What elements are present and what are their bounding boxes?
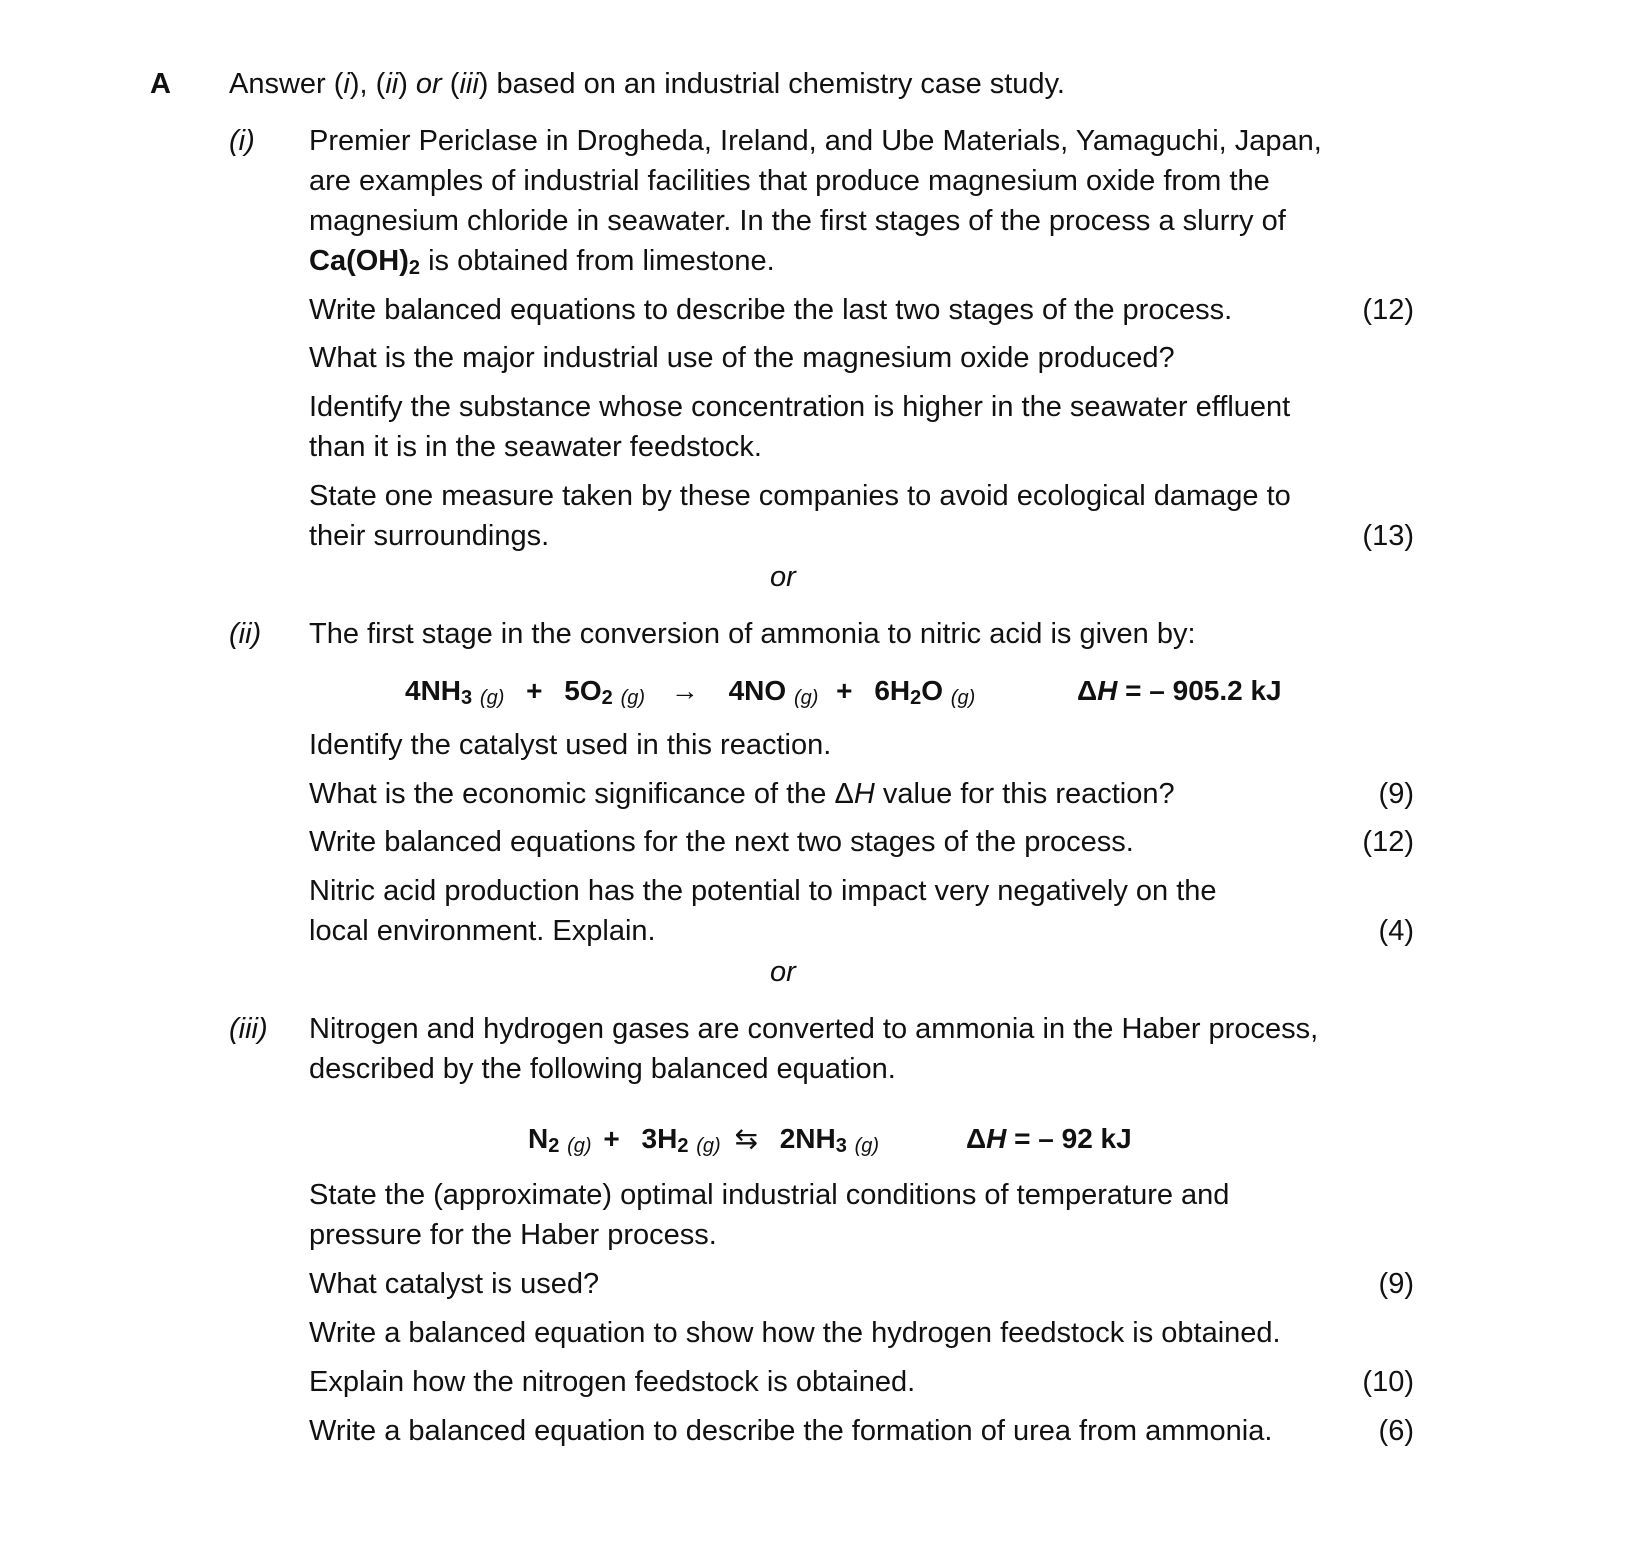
part-iii-intro: described by the following balanced equation. — [309, 1053, 896, 1085]
nitric-acid-enthalpy — [1077, 671, 1282, 711]
part-i-line: Premier Periclase in Drogheda, Ireland, and Ube Materials, Yamaguchi, Japan, — [309, 125, 1322, 157]
or-separator: or — [770, 956, 796, 988]
marks: (9) — [1378, 778, 1414, 810]
eq-equilibrium-arrow: ⇆ — [734, 1123, 758, 1154]
part-iii-intro: Nitrogen and hydrogen gases are converted to ammonia in the Haber process, — [309, 1013, 1319, 1045]
intro-or: or — [415, 68, 442, 100]
marks: (10) — [1362, 1366, 1414, 1398]
part-ii-question-3: Write balanced equations for the next two stages of the process. — [309, 826, 1134, 858]
eq-h: H — [986, 1123, 1007, 1154]
section-intro — [229, 64, 1065, 104]
intro-text: ) based on an industrial chemistry case study. — [478, 68, 1065, 100]
eq-state: (g) — [950, 687, 976, 709]
eq-term: 5O — [564, 675, 602, 706]
q-text: What is the economic significance of the Δ — [309, 778, 854, 810]
part-i-label: (i) — [229, 125, 255, 157]
part-i-line: magnesium chloride in seawater. In the first stages of the process a slurry of — [309, 205, 1286, 237]
marks: (12) — [1362, 826, 1414, 858]
intro-text: ) — [398, 68, 416, 100]
formula-caoh2: Ca(OH) — [309, 245, 409, 277]
eq-enthalpy-value: = – 905.2 kJ — [1117, 675, 1282, 706]
part-ii-intro: The first stage in the conversion of ammonia to nitric acid is given by: — [309, 618, 1196, 650]
part-ii-question-4: local environment. Explain. — [309, 915, 656, 947]
eq-term: 4NH — [405, 675, 462, 706]
eq-term: 6H — [874, 675, 911, 706]
eq-delta: Δ — [1077, 675, 1098, 706]
eq-term: 3H — [641, 1123, 678, 1154]
nitric-acid-equation — [405, 671, 975, 718]
haber-enthalpy — [966, 1119, 1132, 1159]
marks: (13) — [1362, 520, 1414, 552]
eq-delta: Δ — [966, 1123, 987, 1154]
eq-term: O — [921, 675, 944, 706]
intro-i: i — [343, 68, 350, 100]
haber-equation — [528, 1119, 879, 1166]
marks: (9) — [1378, 1268, 1414, 1300]
part-ii-label: (ii) — [229, 618, 262, 650]
part-ii-question-1: Identify the catalyst used in this reaction. — [309, 729, 832, 761]
intro-text: Answer ( — [229, 68, 344, 100]
marks: (12) — [1362, 294, 1414, 326]
eq-subscript: 2 — [601, 687, 613, 709]
formula-subscript: 2 — [408, 257, 421, 279]
eq-state: (g) — [696, 1135, 721, 1157]
q-text: value for this reaction? — [874, 778, 1175, 810]
part-iii-label: (iii) — [229, 1013, 268, 1045]
part-iii-question-1: pressure for the Haber process. — [309, 1219, 717, 1251]
marks: (6) — [1378, 1415, 1414, 1447]
part-i-question-4: their surroundings. — [309, 520, 550, 552]
part-iii-question-2: What catalyst is used? — [309, 1268, 600, 1300]
intro-text: ), ( — [349, 68, 386, 100]
part-i-line: are examples of industrial facilities that produce magnesium oxide from the — [309, 165, 1270, 197]
eq-h: H — [1097, 675, 1118, 706]
eq-state: (g) — [793, 687, 819, 709]
eq-state: (g) — [620, 687, 646, 709]
part-ii-question-2 — [309, 774, 1175, 814]
eq-term: N — [528, 1123, 549, 1154]
eq-plus: + — [603, 1123, 620, 1154]
part-iii-question-1: State the (approximate) optimal industrial conditions of temperature and — [309, 1179, 1230, 1211]
eq-plus: + — [526, 675, 543, 706]
part-i-question-3: Identify the substance whose concentration is higher in the seawater effluent — [309, 391, 1291, 423]
eq-plus: + — [836, 675, 853, 706]
intro-iii: iii — [459, 68, 479, 100]
formula-rest: is obtained from limestone. — [420, 245, 775, 277]
eq-arrow: → — [670, 675, 699, 706]
eq-subscript: 2 — [910, 687, 922, 709]
part-i-question-2: What is the major industrial use of the magnesium oxide produced? — [309, 342, 1175, 374]
intro-text: ( — [441, 68, 460, 100]
part-i-question-3: than it is in the seawater feedstock. — [309, 431, 762, 463]
part-iii-question-3: Write a balanced equation to show how the hydrogen feedstock is obtained. — [309, 1317, 1281, 1349]
eq-state: (g) — [567, 1135, 592, 1157]
section-letter: A — [150, 68, 171, 100]
part-ii-question-4: Nitric acid production has the potential to impact very negatively on the — [309, 875, 1217, 907]
q-h: H — [853, 778, 875, 810]
or-separator: or — [770, 561, 796, 593]
part-i-formula-line — [309, 241, 775, 288]
eq-subscript: 3 — [461, 687, 473, 709]
eq-subscript: 3 — [835, 1135, 847, 1157]
eq-state: (g) — [854, 1135, 880, 1157]
eq-term: 4NO — [728, 675, 787, 706]
eq-subscript: 2 — [677, 1135, 689, 1157]
eq-subscript: 2 — [548, 1135, 560, 1157]
part-i-question-4: State one measure taken by these companies to avoid ecological damage to — [309, 480, 1291, 512]
eq-state: (g) — [479, 687, 505, 709]
intro-ii: ii — [385, 68, 399, 100]
eq-term: 2NH — [779, 1123, 836, 1154]
part-iii-question-4: Explain how the nitrogen feedstock is obtained. — [309, 1366, 916, 1398]
part-iii-question-5: Write a balanced equation to describe the formation of urea from ammonia. — [309, 1415, 1273, 1447]
part-i-question-1: Write balanced equations to describe the last two stages of the process. — [309, 294, 1233, 326]
marks: (4) — [1378, 915, 1414, 947]
eq-enthalpy-value: = – 92 kJ — [1006, 1123, 1132, 1154]
